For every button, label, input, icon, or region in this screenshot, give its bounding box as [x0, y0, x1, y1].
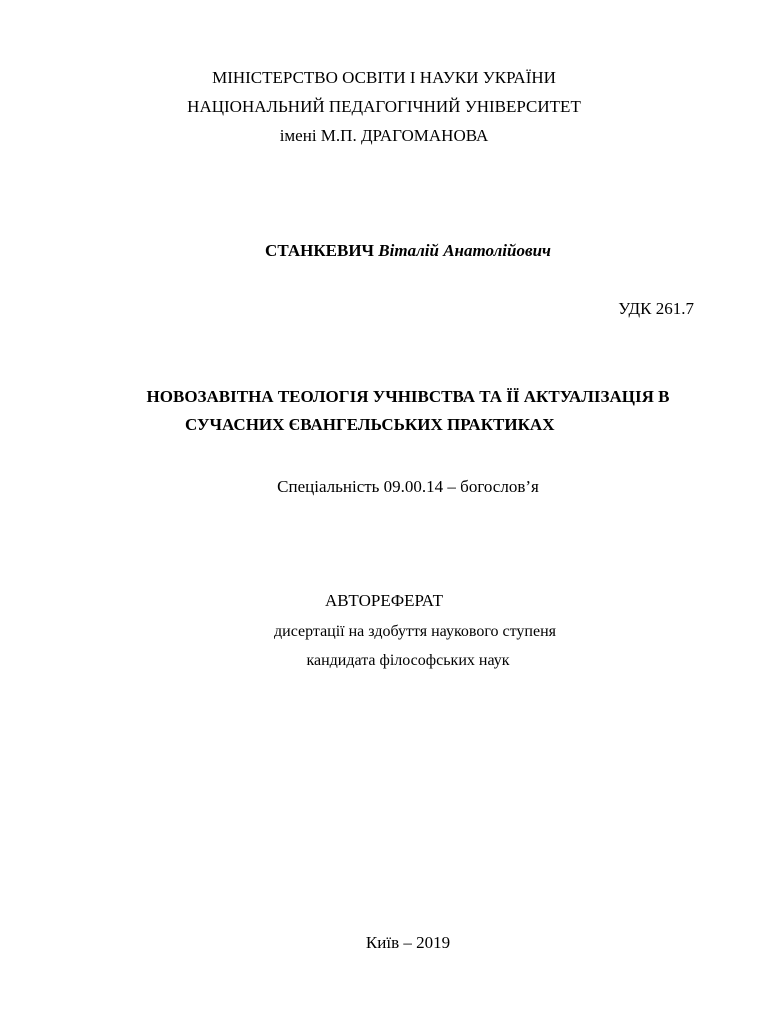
specialty: Спеціальність 09.00.14 – богослов’я [277, 477, 539, 496]
author-given-names: Віталій Анатолійович [378, 241, 551, 260]
abstract-degree-line: дисертації на здобуття наукового ступеня [273, 623, 557, 640]
author-surname: СТАНКЕВИЧ [265, 241, 375, 260]
abstract-degree-name: кандидата філософських наук [306, 652, 510, 669]
university-name: НАЦІОНАЛЬНИЙ ПЕДАГОГІЧНИЙ УНІВЕРСИТЕТ [187, 97, 581, 116]
ministry-name: МІНІСТЕРСТВО ОСВІТИ І НАУКИ УКРАЇНИ [212, 68, 556, 87]
thesis-title-line-2: СУЧАСНИХ ЄВАНГЕЛЬСЬКИХ ПРАКТИКАХ [185, 415, 555, 434]
author-name [0, 241, 768, 261]
thesis-title-line-1: НОВОЗАВІТНА ТЕОЛОГІЯ УЧНІВСТВА ТА ЇЇ АКТУАЛІЗАЦІЯ В [146, 387, 670, 406]
university-named-after: імені М.П. ДРАГОМАНОВА [279, 126, 489, 145]
abstract-type: АВТОРЕФЕРАТ [325, 591, 443, 610]
place-and-year: Київ – 2019 [365, 933, 451, 952]
udk-code: УДК 261.7 [618, 299, 694, 318]
